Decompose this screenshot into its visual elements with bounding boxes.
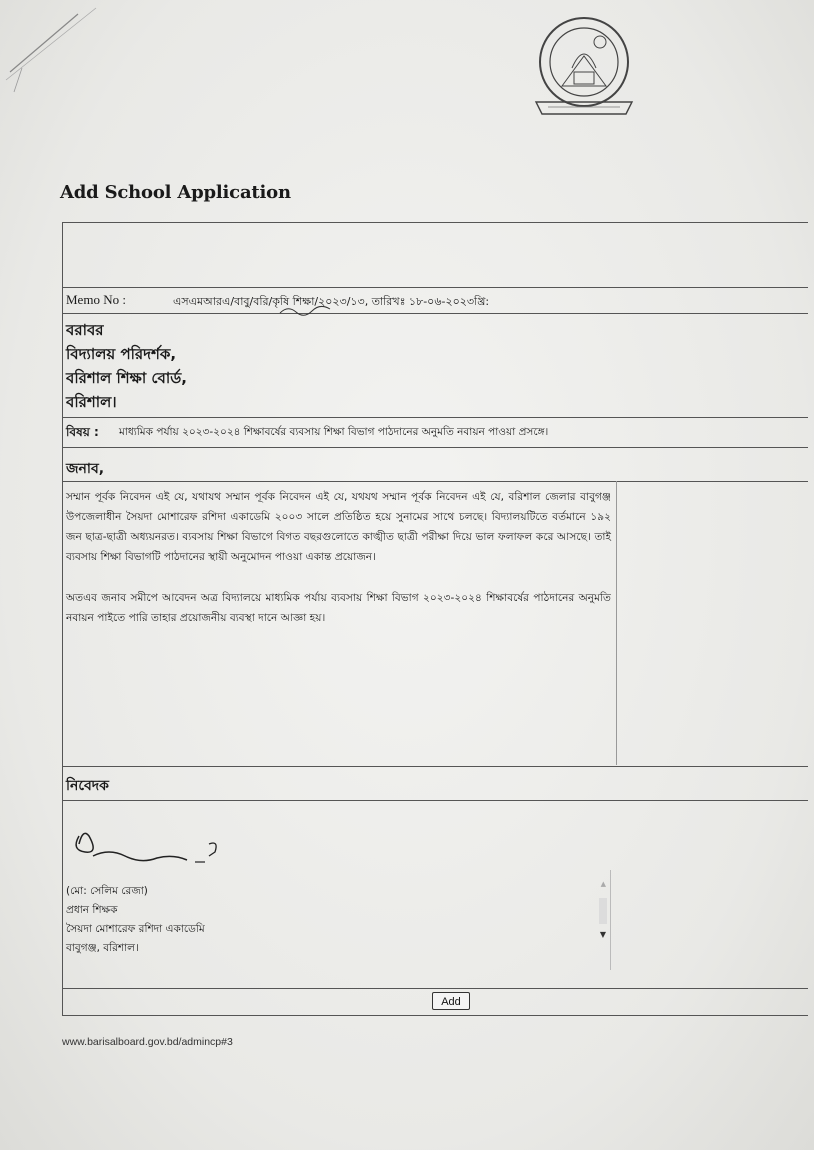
scroll-up-icon[interactable]: ▲ [600,880,606,888]
recipient-line: বরাবর [66,321,104,339]
page-title: Add School Application [60,182,291,203]
sender-details-textarea[interactable] [63,870,611,970]
body-textarea[interactable] [63,481,617,765]
sender-line: বাবুগঞ্জ, বরিশাল। [66,942,139,954]
memo-value[interactable]: এসএমআরএ/বাবু/বরি/কৃষি শিক্ষা/২০২৩/১৩, তারিখঃ ১৮-০৬-২০২৩খ্রি: [173,295,490,308]
body-paragraph-1: সম্মান পূর্বক নিবেদন এই যে, যথাযথ সম্মান পূর্বক নিবেদন এই যে, যথযথ সম্মান পূর্বক নিবেদন এই যে, বরিশাল জেলার বাবুগঞ্জ উপজেলাধীন সৈয়দা মোশারেফ রশিদা একাডেমি ২০০৩ সালে প্রতিষ্ঠিত হয়ে সুনামের সাথে চলছে। বিদ্যালয়টিতে বর্তমানে ১৯২ জন ছাত্র-ছাত্রী অধ্যয়নরত। ব্যবসায় শিক্ষা বিভাগে বিগত বছরগুলোতে কাঙ্খীত ছাত্রী পরীক্ষা দিয়ে ভাল ফলাফল করে আসছে। তাই ব্যবসায় শিক্ষা বিভাগটি পাঠদানের স্থায়ী অনুমোদন পাওয়া একান্ত প্রয়োজন। [66,491,611,563]
add-button[interactable]: Add [432,992,470,1010]
form-header-blank [63,223,808,288]
application-form [62,222,808,1016]
subject-row[interactable] [63,417,808,448]
sender-details [66,882,205,958]
subject-text: মাধ্যমিক পর্যায় ২০২৩-২০২৪ শিক্ষাবর্ষের ব্যবসায় শিক্ষা বিভাগ পাঠদানের অনুমতি নবায়ন পাওয়া প্রসঙ্গে। [119,426,549,438]
subject-label: বিষয় : [66,425,99,439]
footer-url: www.barisalboard.gov.bd/admincp#3 [62,1036,233,1048]
sender-label: নিবেদক [66,778,109,794]
memo-row [63,287,808,314]
sender-line: (মো: সেলিম রেজা) [66,885,148,897]
signature-row [63,800,808,989]
memo-label: Memo No : [66,292,126,307]
recipient-block[interactable] [63,313,808,418]
scrollbar-thumb[interactable] [599,898,607,924]
school-seal [522,10,646,128]
salutation-row[interactable] [63,447,808,482]
sender-line: প্রধান শিক্ষক [66,904,118,916]
sender-label-row [63,766,808,801]
staple-mark [0,0,120,110]
recipient-line: বরিশাল শিক্ষা বোর্ড, [66,369,187,387]
recipient-line: বিদ্যালয় পরিদর্শক, [66,345,177,363]
body-row [63,481,808,767]
recipient-line: বরিশাল। [66,393,117,411]
sender-line: সৈয়দা মোশারেফ রশিদা একাডেমি [66,923,205,935]
scroll-down-icon[interactable]: ▼ [599,930,606,939]
salutation: জনাব, [66,461,105,477]
signature-image [69,822,239,872]
body-paragraph-2: অতএব জনাব সমীপে আবেদন অত্র বিদ্যালয়ে মাধ্যমিক পর্যায় ব্যবসায় শিক্ষা বিভাগ ২০২৩-২০২৪ শিক্ষাবর্ষের পাঠদানের অনুমতি নবায়ন পাইতে পারি তাহার প্রয়োজনীয় ব্যবস্থা দানে আজ্ঞা হয়। [66,592,611,624]
